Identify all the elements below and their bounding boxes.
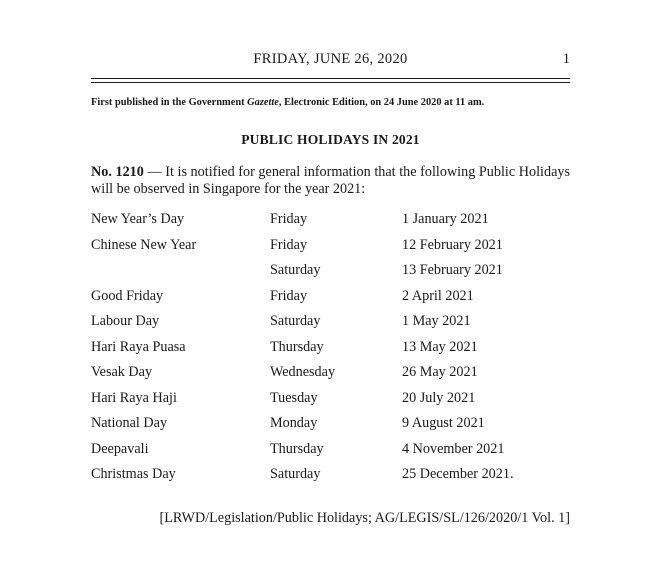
header-date: FRIDAY, JUNE 26, 2020 xyxy=(253,51,408,67)
holiday-date: 1 January 2021 xyxy=(402,211,489,227)
notice-text: — It is notified for general information that the following Public Holidays will be observed in Singapore for the year 2021: xyxy=(91,164,570,197)
publication-note-gazette: Gazette xyxy=(247,97,279,108)
holiday-date: 25 December 2021. xyxy=(402,466,514,482)
holiday-table xyxy=(91,211,570,492)
header-rule-bottom xyxy=(91,82,570,83)
holiday-date: 9 August 2021 xyxy=(402,415,485,431)
holiday-row xyxy=(91,364,570,390)
holiday-weekday: Saturday xyxy=(270,466,321,482)
publication-note-after: , Electronic Edition, on 24 June 2020 at 11 am. xyxy=(278,97,485,108)
notice-paragraph xyxy=(91,164,570,198)
holiday-row xyxy=(91,466,570,492)
holiday-name: New Year’s Day xyxy=(91,211,185,227)
document-title: PUBLIC HOLIDAYS IN 2021 xyxy=(241,132,420,147)
holiday-date: 1 May 2021 xyxy=(402,313,471,329)
holiday-date: 2 April 2021 xyxy=(402,287,474,304)
holiday-weekday: Friday xyxy=(270,211,308,227)
page-number: 1 xyxy=(562,51,570,67)
publication-note-before: First published in the Government xyxy=(91,97,248,108)
holiday-weekday: Tuesday xyxy=(270,389,318,406)
gazette-page xyxy=(91,0,570,574)
holiday-row xyxy=(91,390,570,416)
holiday-name: Deepavali xyxy=(91,440,149,457)
holiday-date: 20 July 2021 xyxy=(402,389,476,406)
holiday-row xyxy=(91,339,570,365)
holiday-name: Christmas Day xyxy=(91,466,176,482)
holiday-weekday: Monday xyxy=(270,415,318,431)
holiday-row xyxy=(91,211,570,237)
header-rule-top xyxy=(91,78,570,79)
holiday-row xyxy=(91,262,570,288)
holiday-weekday: Wednesday xyxy=(270,364,336,380)
holiday-date: 26 May 2021 xyxy=(402,364,478,380)
holiday-row xyxy=(91,288,570,314)
page-header xyxy=(91,51,570,71)
holiday-date: 13 February 2021 xyxy=(402,262,503,278)
holiday-name: National Day xyxy=(91,415,168,431)
reference-line: [LRWD/Legislation/Public Holidays; AG/LEGIS/SL/126/2020/1 Vol. 1] xyxy=(159,510,570,526)
holiday-weekday: Thursday xyxy=(270,440,324,457)
holiday-name: Chinese New Year xyxy=(91,236,197,253)
publication-note xyxy=(91,97,484,108)
holiday-name: Good Friday xyxy=(91,287,164,304)
holiday-row xyxy=(91,415,570,441)
notice-number: No. 1210 xyxy=(91,164,144,180)
holiday-weekday: Saturday xyxy=(270,262,321,278)
holiday-date: 13 May 2021 xyxy=(402,338,478,355)
holiday-date: 12 February 2021 xyxy=(402,236,503,253)
holiday-row xyxy=(91,313,570,339)
holiday-weekday: Friday xyxy=(270,287,308,304)
holiday-date: 4 November 2021 xyxy=(402,440,505,457)
holiday-name: Hari Raya Haji xyxy=(91,389,177,406)
holiday-name: Vesak Day xyxy=(91,364,153,380)
holiday-row xyxy=(91,237,570,263)
holiday-weekday: Saturday xyxy=(270,313,321,329)
holiday-name: Hari Raya Puasa xyxy=(91,338,186,355)
holiday-name: Labour Day xyxy=(91,313,160,329)
holiday-row xyxy=(91,441,570,467)
holiday-weekday: Friday xyxy=(270,236,308,253)
holiday-weekday: Thursday xyxy=(270,338,324,355)
